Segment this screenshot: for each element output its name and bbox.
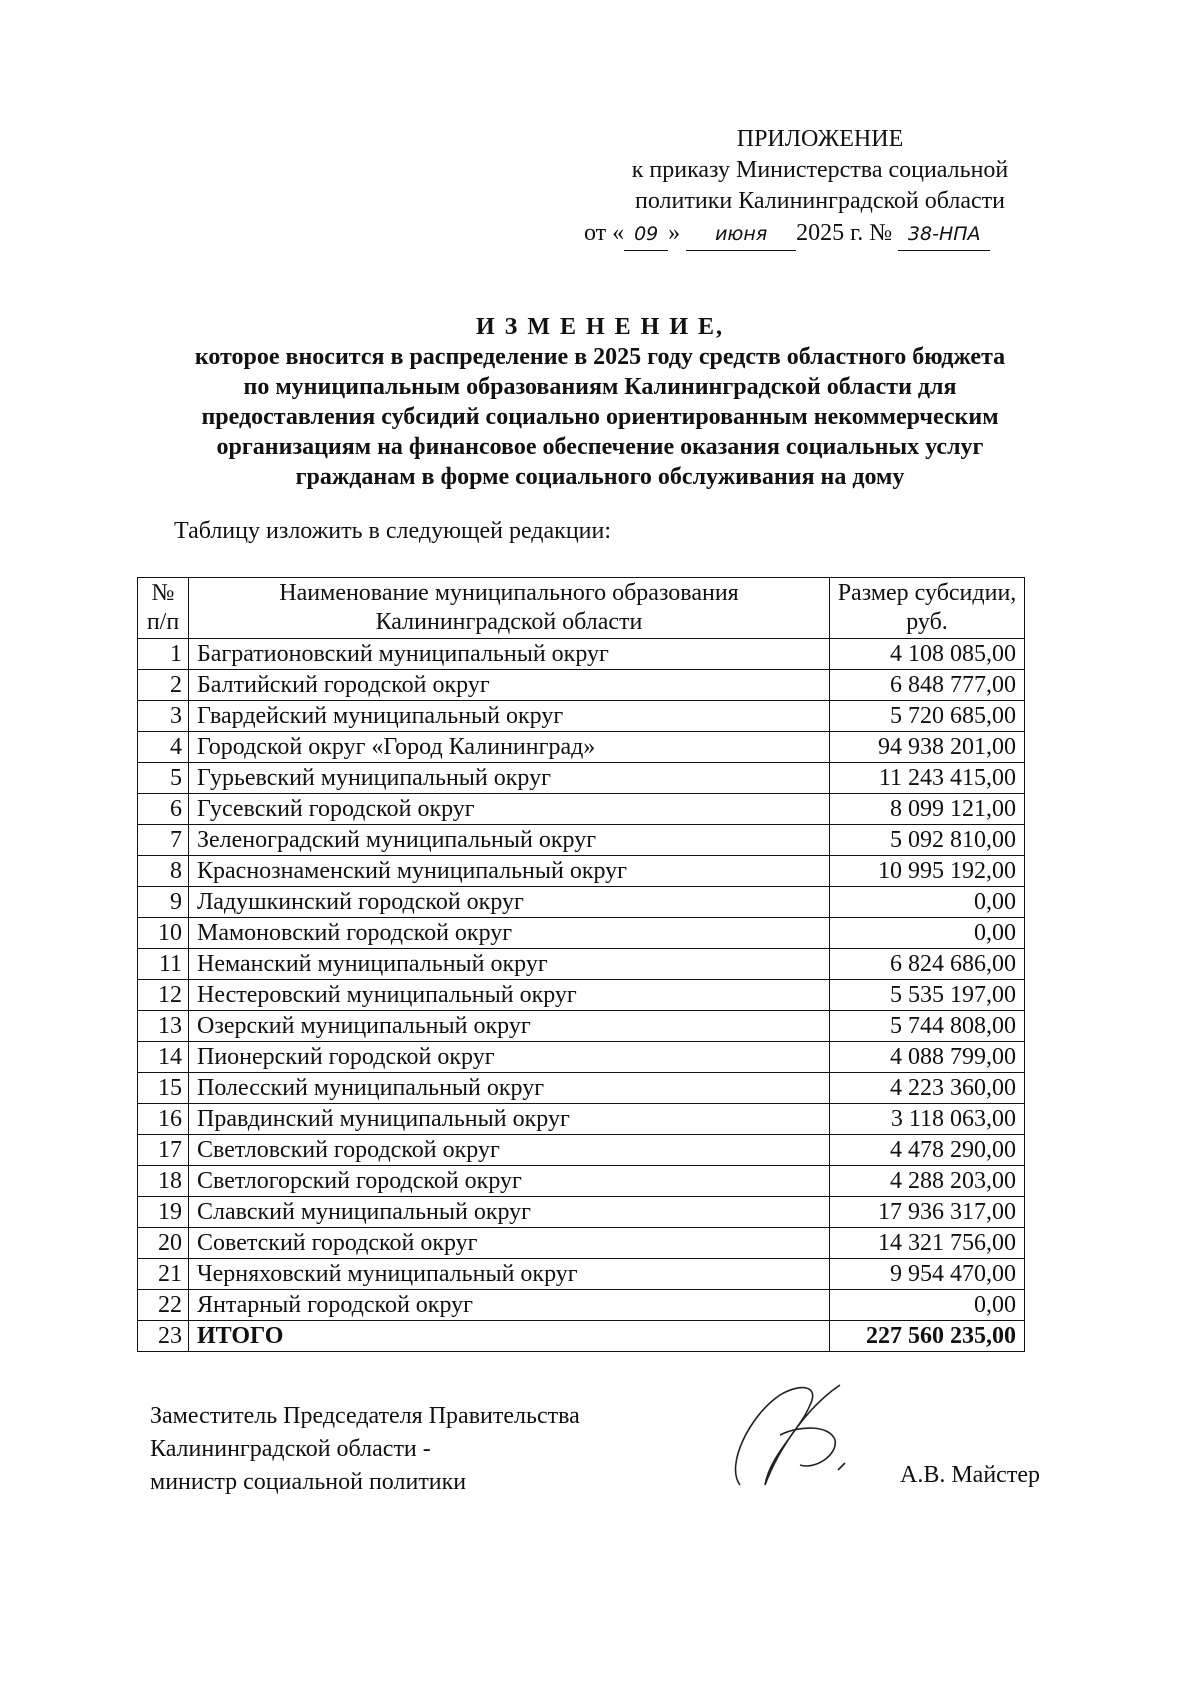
row-number: 20	[138, 1228, 189, 1259]
municipality-name: Неманский муниципальный округ	[189, 949, 830, 980]
subsidy-amount: 5 744 808,00	[830, 1011, 1025, 1042]
subsidy-amount: 9 954 470,00	[830, 1259, 1025, 1290]
row-number: 21	[138, 1259, 189, 1290]
table-row	[138, 918, 1025, 949]
subsidy-amount: 11 243 415,00	[830, 763, 1025, 794]
subsidy-amount: 6 824 686,00	[830, 949, 1025, 980]
subsidy-amount: 4 108 085,00	[830, 639, 1025, 670]
municipality-name: Светлогорский городской округ	[189, 1166, 830, 1197]
table-row	[138, 639, 1025, 670]
signatory-line: Заместитель Председателя Правительства	[150, 1403, 580, 1429]
row-number: 16	[138, 1104, 189, 1135]
row-number: 7	[138, 825, 189, 856]
municipality-name: Гусевский городской округ	[189, 794, 830, 825]
doc-heading: И З М Е Н Е Н И Е,	[475, 314, 724, 340]
subsidy-amount: 8 099 121,00	[830, 794, 1025, 825]
date-mid: »	[668, 220, 681, 246]
subsidy-amount: 0,00	[830, 887, 1025, 918]
subsidy-table	[137, 577, 1025, 1352]
municipality-name: Зеленоградский муниципальный округ	[189, 825, 830, 856]
table-row	[138, 1073, 1025, 1104]
table-row	[138, 1042, 1025, 1073]
subsidy-amount: 6 848 777,00	[830, 670, 1025, 701]
table-row	[138, 980, 1025, 1011]
row-number: 1	[138, 639, 189, 670]
municipality-name: Городской округ «Город Калининград»	[189, 732, 830, 763]
signatory-title	[150, 1400, 580, 1499]
table-row	[138, 1166, 1025, 1197]
doc-title-line: организациям на финансовое обеспечение оказания социальных услуг	[216, 434, 984, 460]
table-row	[138, 825, 1025, 856]
doc-title-line: по муниципальным образованиям Калининградской области для	[243, 374, 957, 400]
row-number: 6	[138, 794, 189, 825]
order-date-line	[584, 218, 1044, 251]
table-row	[138, 1197, 1025, 1228]
row-number: 12	[138, 980, 189, 1011]
order-month: июня	[686, 219, 796, 251]
order-year: 2025 г. №	[796, 220, 893, 246]
table-row	[138, 670, 1025, 701]
order-number: 38-НПА	[898, 219, 990, 251]
municipality-name: Балтийский городской округ	[189, 670, 830, 701]
table-row	[138, 1228, 1025, 1259]
municipality-name: Нестеровский муниципальный округ	[189, 980, 830, 1011]
table-row	[138, 732, 1025, 763]
municipality-name: Мамоновский городской округ	[189, 918, 830, 949]
municipality-name: Правдинский муниципальный округ	[189, 1104, 830, 1135]
signatory-line: министр социальной политики	[150, 1469, 467, 1495]
row-number: 9	[138, 887, 189, 918]
municipality-name: Славский муниципальный округ	[189, 1197, 830, 1228]
municipality-name: Ладушкинский городской округ	[189, 887, 830, 918]
municipality-name: Советский городской округ	[189, 1228, 830, 1259]
municipality-name: Пионерский городской округ	[189, 1042, 830, 1073]
table-header	[138, 578, 1025, 639]
subsidy-amount: 3 118 063,00	[830, 1104, 1025, 1135]
row-number: 10	[138, 918, 189, 949]
subsidy-amount: 94 938 201,00	[830, 732, 1025, 763]
municipality-name: Краснознаменский муниципальный округ	[189, 856, 830, 887]
table-row	[138, 1011, 1025, 1042]
row-number: 19	[138, 1197, 189, 1228]
table-row	[138, 949, 1025, 980]
total-amount: 227 560 235,00	[830, 1321, 1025, 1352]
doc-title-line: предоставления субсидий социально ориентированным некоммерческим	[201, 404, 999, 430]
row-number: 4	[138, 732, 189, 763]
municipality-name: Багратионовский муниципальный округ	[189, 639, 830, 670]
subsidy-amount: 0,00	[830, 1290, 1025, 1321]
subsidy-amount: 4 223 360,00	[830, 1073, 1025, 1104]
municipality-name: Янтарный городской округ	[189, 1290, 830, 1321]
annex-line-1: к приказу Министерства социальной	[631, 157, 1009, 183]
subsidy-amount: 5 720 685,00	[830, 701, 1025, 732]
row-number: 17	[138, 1135, 189, 1166]
municipality-name: Полесский муниципальный округ	[189, 1073, 830, 1104]
header-amount: Размер субсидии, руб.	[830, 578, 1025, 639]
row-number: 5	[138, 763, 189, 794]
subsidy-amount: 10 995 192,00	[830, 856, 1025, 887]
header-num: № п/п	[138, 578, 189, 639]
row-number: 15	[138, 1073, 189, 1104]
municipality-name: Светловский городской округ	[189, 1135, 830, 1166]
table-row	[138, 794, 1025, 825]
municipality-name: Гвардейский муниципальный округ	[189, 701, 830, 732]
table-row	[138, 1135, 1025, 1166]
table-row	[138, 856, 1025, 887]
signatory-name: А.В. Майстер	[900, 1462, 1040, 1488]
subsidy-amount: 5 092 810,00	[830, 825, 1025, 856]
handwritten-signature	[720, 1375, 870, 1505]
row-number: 18	[138, 1166, 189, 1197]
total-row	[138, 1321, 1025, 1352]
header-name: Наименование муниципального образования Калининградской области	[189, 578, 830, 639]
annex-line-2: политики Калининградской области	[635, 188, 1005, 214]
doc-title-line: гражданам в форме социального обслуживания на дому	[295, 464, 905, 490]
subsidy-amount: 14 321 756,00	[830, 1228, 1025, 1259]
table-row	[138, 887, 1025, 918]
subsidy-amount: 4 288 203,00	[830, 1166, 1025, 1197]
table-row	[138, 763, 1025, 794]
subsidy-amount: 4 088 799,00	[830, 1042, 1025, 1073]
total-label: ИТОГО	[189, 1321, 830, 1352]
table-row	[138, 1290, 1025, 1321]
row-number: 8	[138, 856, 189, 887]
intro-text: Таблицу изложить в следующей редакции:	[174, 518, 612, 544]
row-number: 22	[138, 1290, 189, 1321]
subsidy-amount: 17 936 317,00	[830, 1197, 1025, 1228]
row-number: 3	[138, 701, 189, 732]
signatory-line: Калининградской области -	[150, 1436, 431, 1462]
annex-title: ПРИЛОЖЕНИЕ	[736, 126, 904, 152]
row-number: 11	[138, 949, 189, 980]
municipality-name: Черняховский муниципальный округ	[189, 1259, 830, 1290]
table-row	[138, 701, 1025, 732]
doc-title-line: которое вносится в распределение в 2025 году средств областного бюджета	[194, 344, 1006, 370]
row-number: 14	[138, 1042, 189, 1073]
date-prefix: от «	[584, 220, 625, 246]
order-day: 09	[624, 219, 668, 251]
subsidy-amount: 0,00	[830, 918, 1025, 949]
subsidy-amount: 4 478 290,00	[830, 1135, 1025, 1166]
row-number: 2	[138, 670, 189, 701]
row-number: 23	[138, 1321, 189, 1352]
table-row	[138, 1104, 1025, 1135]
municipality-name: Озерский муниципальный округ	[189, 1011, 830, 1042]
municipality-name: Гурьевский муниципальный округ	[189, 763, 830, 794]
subsidy-amount: 5 535 197,00	[830, 980, 1025, 1011]
row-number: 13	[138, 1011, 189, 1042]
table-row	[138, 1259, 1025, 1290]
